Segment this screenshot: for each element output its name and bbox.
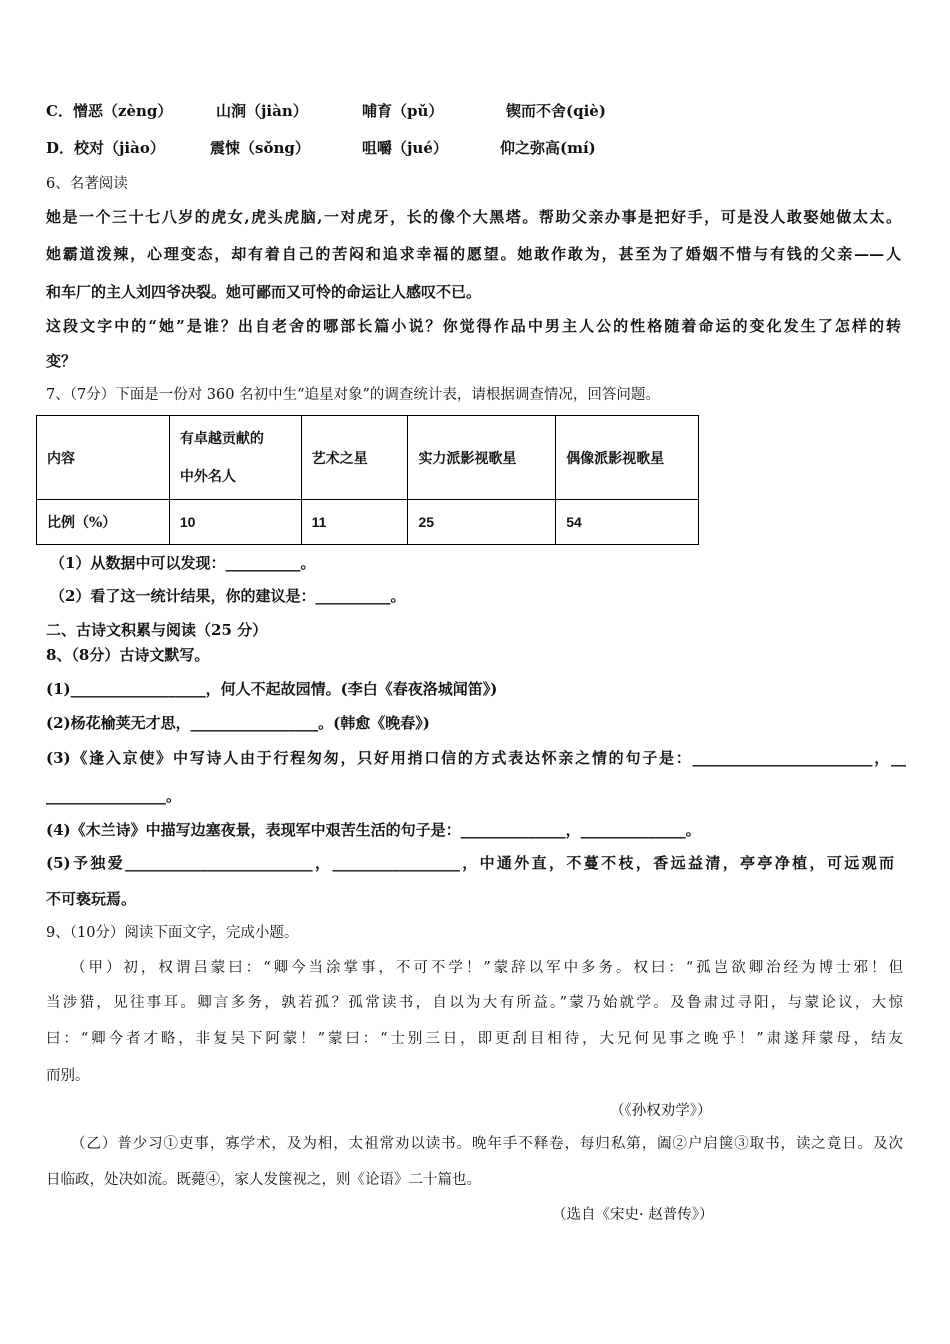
q6-question-line-1: 这段文字中的“她”是谁？出自老舍的哪部长篇小说？你觉得作品中男主人公的性格随着命运的变化发生了怎样的转 xyxy=(46,317,901,335)
q7-sub-1: （1）从数据中可以发现：__________。 xyxy=(50,554,316,572)
option-d-2: 震悚（sǒng） xyxy=(210,139,310,157)
table-header-talent-star: 实力派影视歌星 xyxy=(408,416,556,500)
table-header-idol-star: 偶像派影视歌星 xyxy=(556,416,699,500)
option-d-1: D．校对（jiào） xyxy=(46,139,165,157)
option-c-3: 哺育（pǔ） xyxy=(362,102,444,120)
option-c-2: 山涧（jiàn） xyxy=(216,102,308,120)
q8-line-4: (4)《木兰诗》中描写边塞夜景，表现军中艰苦生活的句子是：______________，______________。 xyxy=(46,821,701,839)
q7-heading: 7、（7分）下面是一份对 360 名初中生“追星对象”的调查统计表，请根据调查情况，回答问题。 xyxy=(46,387,660,403)
table-header-notable-line-1: 有卓越贡献的 xyxy=(179,430,264,447)
q8-line-1: (1)__________________，何人不起故园情。(李白《春夜洛城闻笛》) xyxy=(46,680,498,698)
survey-table xyxy=(36,415,699,545)
q8-heading: 8、（8分）古诗文默写。 xyxy=(46,646,210,664)
table-header-content: 内容 xyxy=(37,416,170,500)
q6-passage-line-3: 和车厂的主人刘四爷决裂。她可鄙而又可怜的命运让人感叹不已。 xyxy=(46,283,482,301)
q9-yi-line-2: 日临政，处决如流。既薨④，家人发箧视之，则《论语》二十篇也。 xyxy=(46,1172,481,1188)
option-d-4: 仰之弥高(mí) xyxy=(500,139,596,157)
q9-jia-line-3: 曰：“卿今者才略，非复吴下阿蒙！”蒙曰：“士别三日，即更刮目相待，大兄何见事之晚乎！”肃遂拜蒙母，结友 xyxy=(46,1031,903,1047)
q7-sub-2: （2）看了这一统计结果，你的建议是：__________。 xyxy=(50,587,406,605)
option-d-3: 咀嚼（jué） xyxy=(362,139,448,157)
table-row xyxy=(37,500,699,545)
q9-jia-line-4: 而别。 xyxy=(46,1068,90,1084)
table-header-row xyxy=(37,416,699,500)
q8-line-3b: ________________。 xyxy=(46,787,182,805)
option-c-4: 锲而不舍(qiè) xyxy=(506,102,606,120)
q8-line-5b: 不可亵玩焉。 xyxy=(46,890,137,908)
q9-jia-source: （《孙权劝学》） xyxy=(610,1103,712,1119)
q9-heading: 9、（10分）阅读下面文字，完成小题。 xyxy=(46,925,299,941)
table-header-notable-line-2: 中外名人 xyxy=(179,468,236,485)
q9-jia-line-1: （甲）初，权谓吕蒙曰：“卿今当涂掌事，不可不学！”蒙辞以军中多务。权曰：“孤岂欲卿治经为博士邪！但 xyxy=(71,960,903,976)
q6-heading: 6、名著阅读 xyxy=(46,176,128,192)
q6-passage-line-1: 她是一个三十七八岁的虎女,虎头虎脑,一对虎牙，长的像个大黑塔。帮助父亲办事是把好手，可是没人敢娶她做太太。 xyxy=(46,208,901,226)
table-header-art-star: 艺术之星 xyxy=(301,416,408,500)
q8-line-3a: (3)《逢入京使》中写诗人由于行程匆匆，只好用捎口信的方式表达怀亲之情的句子是：________________________，__ xyxy=(46,749,906,767)
q9-yi-source: （选自《宋史· 赵普传》） xyxy=(552,1207,714,1223)
table-cell-value: 10 xyxy=(169,500,301,545)
q9-yi-line-1: （乙）普少习①吏事，寡学术，及为相，太祖常劝以读书。晚年手不释卷，每归私第，阖②户启箧③取书，读之竟日。及次 xyxy=(71,1136,903,1152)
q6-question-line-2: 变？ xyxy=(46,352,77,370)
table-cell-value: 54 xyxy=(556,500,699,545)
section-2-heading: 二、古诗文积累与阅读（25 分） xyxy=(46,621,268,639)
q6-passage-line-2: 她霸道泼辣，心理变态，却有着自己的苦闷和追求幸福的愿望。她敢作敢为，甚至为了婚姻不惜与有钱的父亲——人 xyxy=(46,245,901,263)
table-header-notable xyxy=(169,416,301,500)
table-cell-value: 11 xyxy=(301,500,408,545)
q8-line-5a: (5)予独爱_________________________，_________________，中通外直，不蔓不枝，香远益清，亭亭净植，可远观而 xyxy=(46,854,894,872)
q8-line-2: (2)杨花榆荚无才思，_________________。(韩愈《晚春》) xyxy=(46,714,430,732)
option-c-1: C．憎恶（zèng） xyxy=(46,102,173,120)
table-row-label: 比例（%） xyxy=(37,500,170,545)
q9-jia-line-2: 当涉猎，见往事耳。卿言多务，孰若孤？孤常读书，自以为大有所益。”蒙乃始就学。及鲁肃过寻阳，与蒙论议，大惊 xyxy=(46,995,903,1011)
table-cell-value: 25 xyxy=(408,500,556,545)
